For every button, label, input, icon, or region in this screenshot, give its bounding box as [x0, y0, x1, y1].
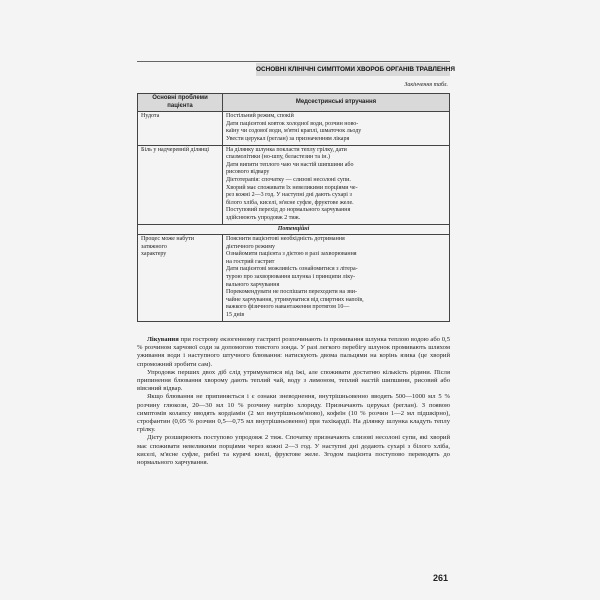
cell-line: рисового відвару [226, 169, 270, 176]
cell-line: Порекомендувати не поспішати переходити на зви- [226, 289, 357, 296]
running-title: ОСНОВНІ КЛІНІЧНІ СИМПТОМИ ХВОРОБ ОРГАНІВ ТРАВЛЕННЯ [256, 63, 450, 76]
body-text [137, 336, 450, 467]
section-label: Потенційні [138, 224, 450, 235]
cell-line: здійснюють упродовж 2 тиж. [226, 214, 301, 221]
paragraph [137, 336, 450, 369]
problem-cell [138, 145, 223, 224]
page-number: 261 [432, 573, 448, 583]
cell-line: Постільний режим, спокій [226, 113, 294, 120]
cell-line: На ділянку шлунка покласти теплу грілку, дати [226, 146, 347, 153]
cell-line: дієтичного режиму [226, 243, 275, 250]
cell-line: спазмолітики (но-шпу, беластезин та ін.) [226, 154, 330, 161]
paragraph: Упродовж перших двох діб слід утримуватися від їжі, але споживати достатню кількість рідини. Після припинення блювання хворому дають теплий чай, воду з лимоном, теплий настій шипшини, рисовий або вівсяний відвар. [137, 368, 450, 393]
cell-line: Дати пацієнтові можливість ознайомитися з літера- [226, 266, 358, 273]
cell-line: турою про захворювання шлунка і принципи ліку- [226, 274, 356, 281]
cell-line: Поступовий перехід до нормального харчування [226, 207, 351, 214]
table-row [138, 235, 450, 322]
interventions-cell [223, 145, 450, 224]
table-row [138, 112, 450, 145]
paragraph-text: при гострому екзогенному гастриті розпочинають із промивання шлунка теплою водою або 0,5 % розчином харчової соди за допомогою товстого зонда. У разі легкого перебігу шлунок промивають шляхом уживання води і наступного штучного блювання: натискують двома пальцями на корінь язика (це хворий спроможний зробити сам). [137, 336, 450, 368]
problem-cell [138, 112, 223, 145]
table-row [138, 145, 450, 224]
paragraph: Дієту розширюють поступово упродовж 2 тиж. Спочатку призначають слизові несолоні супи, які хворий має споживати невеликими порціями через кожні 2—3 год. У наступні дні додають сухарі з білого хліба, киселі, м'ясне суфле, рибні та курячі кнелі, фруктове желе. Згодом пацієнта поступово переводять до нормального харчування. [137, 434, 450, 467]
treatment-lead-word: Лікування [147, 336, 179, 343]
cell-line: вального харчування [226, 281, 280, 288]
nursing-table [137, 93, 450, 322]
cell-line: Нудота [141, 113, 160, 120]
cell-line: Біль у надчеревній ділянці [141, 146, 210, 153]
cell-line: Увести церукал (реглан) за призначенням лікаря [226, 135, 350, 142]
header-rule [137, 61, 450, 62]
col-header-problems: Основні проблеми пацієнта [138, 94, 223, 112]
cell-line: 15 днів [226, 312, 245, 319]
col-header-interventions: Медсестринські втручання [223, 94, 450, 112]
interventions-cell [223, 112, 450, 145]
cell-line: Ознайомити пацієнта з дієтою в разі захворювання [226, 251, 357, 258]
cell-line: важкого фізичного навантаження протягом 10— [226, 304, 350, 311]
problem-cell [138, 235, 223, 322]
paragraph: Якщо блювання не припиняється і є ознаки зневоднення, внутрішньовенно вводять 500—1000 мл 5 % розчину глюкози, 20—30 мл 10 % розчину натрію хлориду. Призначають церукал (реглан). З появою симптомів колапсу вводять кордіамін (2 мл внутрішньом'язово), кофеїн (10 % розчин 1—2 мл підшкірно), строфантин (0,05 % розчин 0,5—0,75 мл внутрішньовенно) при тахікардії. На ділянку шлунка кладуть теплу грілку. [137, 393, 450, 434]
cell-line: рез кожні 2—3 год. У наступні дні дають сухарі з [226, 192, 352, 199]
cell-line: Дати випити теплого чаю чи настій шипшини або [226, 161, 354, 168]
cell-line: білого хліба, киселі, м'ясне суфле, фруктове желе. [226, 199, 354, 206]
cell-line: Процес може набути затяжного [141, 236, 194, 250]
interventions-cell [223, 235, 450, 322]
cell-line: характеру [141, 251, 167, 258]
cell-line: Пояснити пацієнтові необхідність дотримання [226, 236, 345, 243]
cell-line: Дієтотерапія: спочатку — слизові несолоні супи. [226, 176, 351, 183]
table-continuation-label: Закінчення табл. [404, 82, 448, 88]
cell-line: Хворий має споживати їх невеликими порціями че- [226, 184, 358, 191]
cell-line: каїну чи содової води, м'ятні краплі, шматочок льоду [226, 128, 362, 135]
section-row-potential [138, 224, 450, 235]
cell-line: чайне харчування, утримуватися від спиртних напоїв, [226, 296, 364, 303]
table-header-row [138, 94, 450, 112]
cell-line: Дати пацієнтові ковток холодної води, розчин ново- [226, 120, 359, 127]
cell-line: на гострий гастрит [226, 258, 275, 265]
